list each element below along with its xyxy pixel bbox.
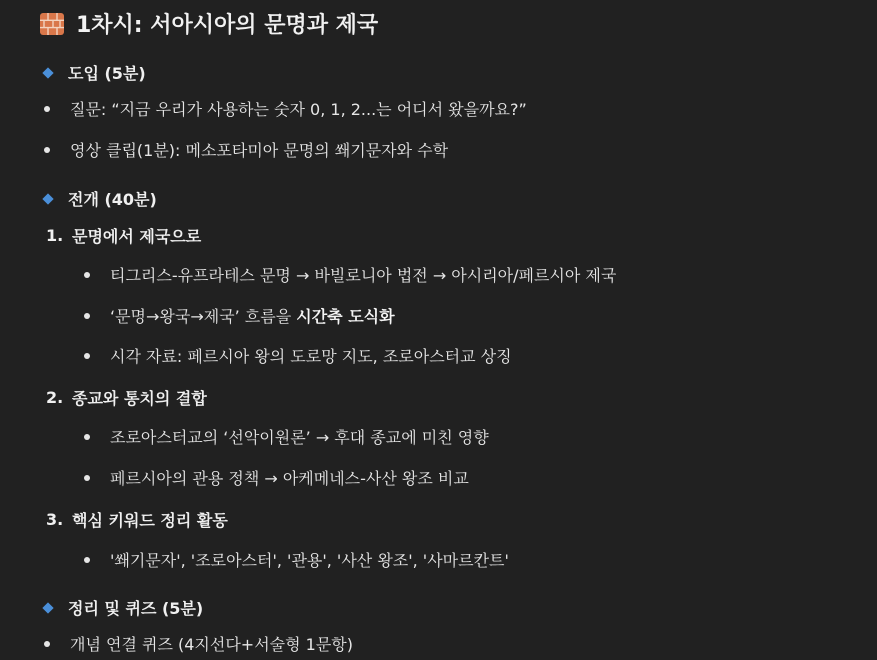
bullet-icon [84, 557, 90, 563]
brick-icon [40, 13, 64, 35]
bullet-icon [44, 106, 50, 112]
page-title [40, 8, 378, 39]
topic-heading [46, 386, 207, 409]
list-item-text: 조로아스터교의 ‘선악이원론’ → 후대 종교에 미친 영향 [110, 428, 489, 447]
bullet-icon [44, 641, 50, 647]
topic-label: 종교와 통치의 결합 [72, 389, 207, 408]
emphasis-text: 시간축 도식화 [296, 307, 395, 326]
list-item-text: ‘문명→왕국→제국’ 흐름을 [110, 307, 297, 326]
list-item-text: '쐐기문자', '조로아스터', '관용', '사산 왕조', '사마르칸트' [110, 551, 509, 570]
diamond-bullet-icon [42, 602, 53, 613]
list-item [84, 466, 469, 489]
list-item [44, 632, 353, 655]
topic-heading [46, 508, 228, 531]
bullet-icon [84, 272, 90, 278]
diamond-bullet-icon [42, 193, 53, 204]
topic-number: 3. [46, 510, 64, 529]
section-heading-text: 전개 (40분) [68, 190, 157, 209]
section-intro-heading [44, 61, 146, 84]
list-item-text: 페르시아의 관용 정책 → 아케메네스-사산 왕조 비교 [110, 469, 469, 488]
topic-heading [46, 224, 201, 247]
section-heading-text: 도입 (5분) [68, 64, 146, 83]
topic-number: 2. [46, 388, 64, 407]
bullet-icon [84, 434, 90, 440]
section-wrapup-heading [44, 596, 203, 619]
list-item [84, 263, 616, 286]
list-item-text: 티그리스-유프라테스 문명 → 바빌로니아 법전 → 아시리아/페르시아 제국 [110, 266, 617, 285]
bullet-icon [84, 475, 90, 481]
list-item [84, 344, 512, 367]
list-item-text: 시각 자료: 페르시아 왕의 도로망 지도, 조로아스터교 상징 [110, 347, 512, 366]
list-item [44, 138, 448, 161]
list-item-text: 질문: “지금 우리가 사용하는 숫자 0, 1, 2...는 어디서 왔을까요?” [70, 100, 527, 119]
page-title-text: 1차시: 서아시아의 문명과 제국 [76, 13, 379, 38]
topic-label: 문명에서 제국으로 [72, 227, 202, 246]
bullet-icon [44, 147, 50, 153]
list-item-text: 영상 클립(1분): 메소포타미아 문명의 쐐기문자와 수학 [70, 141, 449, 160]
diamond-bullet-icon [42, 67, 53, 78]
section-heading-text: 정리 및 퀴즈 (5분) [68, 599, 204, 618]
topic-label: 핵심 키워드 정리 활동 [72, 511, 228, 530]
section-develop-heading [44, 187, 157, 210]
bullet-icon [84, 353, 90, 359]
list-item [44, 97, 527, 120]
list-item [84, 425, 489, 448]
list-item [84, 304, 395, 327]
list-item [84, 548, 509, 571]
list-item-text: 개념 연결 퀴즈 (4지선다+서술형 1문항) [70, 635, 353, 654]
bullet-icon [84, 313, 90, 319]
topic-number: 1. [46, 226, 64, 245]
